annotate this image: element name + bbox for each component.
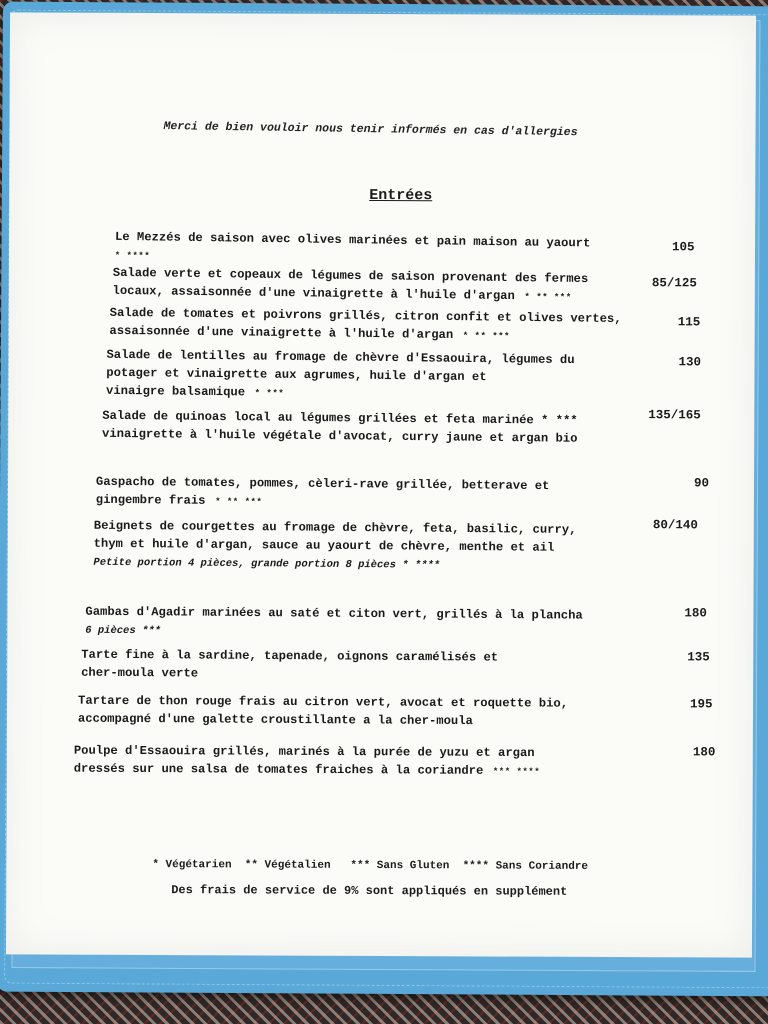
diet-tags: * **** — [114, 250, 151, 262]
item-price: 135 — [687, 650, 710, 665]
portion-note: Petite portion 4 pièces, grande portion 8 pièces * **** — [93, 556, 441, 572]
menu-item-salade-lentilles — [106, 345, 575, 404]
menu-item-tartare-thon — [78, 691, 568, 730]
menu-item-salade-tomates — [109, 303, 621, 345]
menu-page — [6, 12, 756, 957]
item-price: 180 — [692, 745, 716, 760]
item-description: Tarte fine à la sardine, tapenade, oignons caramélisés et cher-moula verte — [81, 647, 499, 681]
item-description: Poulpe d'Essaouira grillés, marinés à la purée de yuzu et argan dressés sur une salsa de tomates fraiches à la coriandre — [73, 743, 535, 778]
menu-item-tarte-sardine — [81, 645, 498, 684]
item-price: 130 — [678, 355, 702, 370]
section-title: Entrées — [369, 186, 433, 205]
item-price: 195 — [690, 697, 713, 712]
menu-item-gaspacho — [96, 472, 550, 512]
item-description: Salade de lentilles au fromage de chèvre d'Essaouira, légumes du potager et vinaigrette aux agrumes, huile d'argan et vinaigre balsamique — [106, 347, 575, 400]
diet-tags: * ** *** — [215, 496, 263, 508]
allergy-notice: Merci de bien vouloir nous tenir informés en cas d'allergies — [163, 120, 578, 140]
menu-item-gambas — [85, 602, 583, 642]
item-price: 85/125 — [651, 276, 697, 291]
menu-item-salade-quinoas — [102, 406, 578, 447]
item-description: Salade verte et copeaux de légumes de saison provenant des fermes locaux, assaisonnée d'une vinaigrette à l'huile d'argan — [112, 265, 589, 304]
diet-legend: * Végétarien ** Végétalien *** Sans Gluten **** Sans Coriandre — [152, 859, 589, 873]
menu-item-poulpe — [74, 741, 541, 779]
item-description: Gambas d'Agadir marinées au saté et citon vert, grillés à la plancha — [85, 604, 583, 623]
item-description: Salade de tomates et poivrons grillés, citron confit et olives vertes, assaisonnée d'une vinaigrette à l'huile d'argan — [109, 305, 622, 343]
item-price: 135/165 — [648, 408, 701, 423]
portion-note: 6 pièces *** — [85, 624, 161, 638]
service-charge-note: Des frais de service de 9% sont appliqués en supplément — [171, 883, 568, 899]
item-description: Salade de quinoas local au légumes grillées et feta marinée * *** vinaigrette à l'huile végétale d'avocat, curry jaune et argan bio — [101, 408, 578, 446]
diet-tags: * ** *** — [462, 331, 511, 342]
diet-tags: * *** — [254, 388, 285, 399]
item-price: 80/140 — [652, 518, 698, 533]
item-description: Beignets de courgettes au fromage de chèvre, feta, basilic, curry, thym et huile d'argan, sauce au yaourt de chèvre, menthe et ail — [93, 518, 577, 555]
menu-item-beignets — [93, 516, 576, 574]
diet-tags: * ** *** — [524, 292, 572, 303]
item-price: 90 — [693, 476, 710, 491]
item-description: Tartare de thon rouge frais au citron vert, avocat et roquette bio, accompagné d'une galette croustillante a la cher-moula — [77, 693, 569, 729]
diet-tags: *** **** — [492, 766, 541, 778]
item-price: 115 — [677, 315, 701, 330]
item-price: 180 — [684, 606, 707, 621]
item-price: 105 — [672, 240, 695, 255]
item-description: Le Mezzés de saison avec olives marinées et pain maison au yaourt — [114, 229, 591, 251]
menu-item-salade-verte — [112, 263, 588, 305]
item-description: Gaspacho de tomates, pommes, cèleri-rave grillée, betterave et gingembre frais — [95, 474, 550, 508]
